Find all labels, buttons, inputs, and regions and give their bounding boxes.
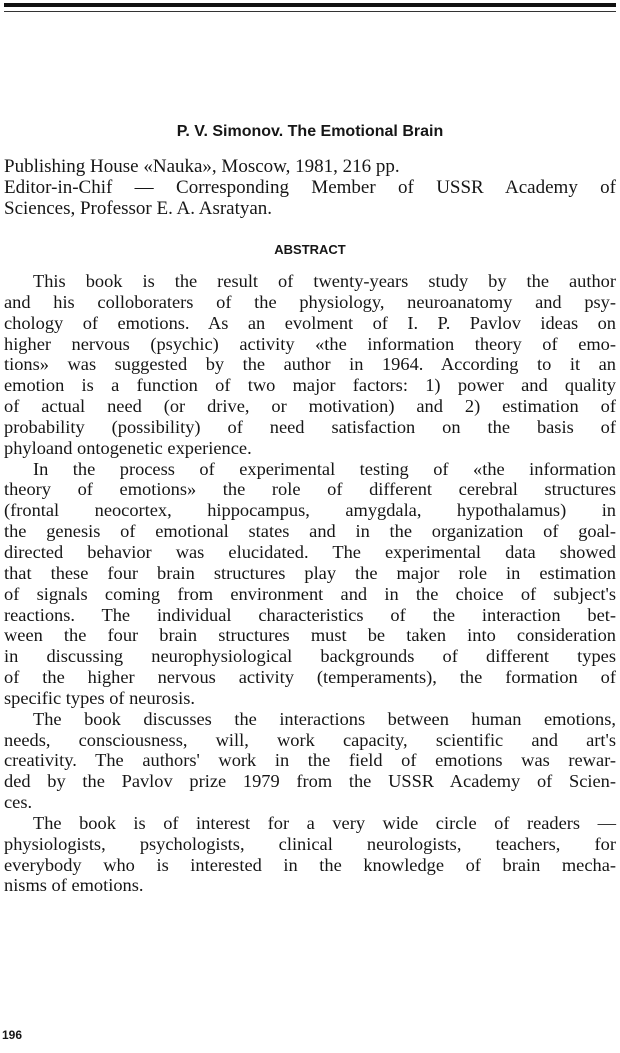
abstract-line: everybody who is interested in the knowledge of brain mecha- (4, 854, 616, 875)
editor-line-continued: Sciences, Professor E. A. Asratyan. (4, 198, 273, 219)
abstract-line: specific types of neurosis. (4, 687, 196, 708)
abstract-line: emotion is a function of two major factors: 1) power and quality (4, 375, 616, 396)
abstract-body (4, 271, 616, 896)
abstract-line: that these four brain structures play the major role in estimation (4, 562, 616, 583)
abstract-line: of the higher nervous activity (temperaments), the formation of (4, 667, 616, 688)
abstract-line: ces. (4, 792, 33, 813)
abstract-line: needs, consciousness, will, work capacity, scientific and art's (4, 729, 616, 750)
abstract-line: theory of emotions» the role of different cerebral structures (4, 479, 616, 500)
publisher-line: Publishing House «Nauka», Moscow, 1981, 216 pp. (4, 156, 400, 177)
abstract-line: nisms of emotions. (4, 875, 144, 896)
abstract-line: and his colloboraters of the physiology, neuroanatomy and psy- (4, 291, 616, 312)
top-rule-thick (4, 3, 616, 7)
abstract-heading: ABSTRACT (274, 242, 346, 257)
abstract-line: reactions. The individual characteristics of the interaction bet- (4, 604, 616, 625)
page-number: 196 (2, 1028, 23, 1042)
abstract-line: phyloand ontogenetic experience. (4, 437, 252, 458)
abstract-line: tions» was suggested by the author in 1964. According to it an (4, 354, 616, 375)
editor-line: Editor-in-Chif — Corresponding Member of USSR Academy of (4, 177, 616, 198)
abstract-line: of actual need (or drive, or motivation) and 2) estimation of (4, 396, 616, 417)
abstract-line: The book discusses the interactions between human emotions, (33, 708, 616, 729)
abstract-line: This book is the result of twenty-years study by the author (33, 271, 616, 291)
abstract-line: the genesis of emotional states and in the organization of goal- (4, 521, 616, 542)
abstract-line: In the process of experimental testing of «the information (33, 458, 616, 479)
abstract-line: creativity. The authors' work in the field of emotions was rewar- (4, 750, 616, 771)
abstract-line: higher nervous (psychic) activity «the information theory of emo- (4, 333, 616, 354)
abstract-line: chology of emotions. As an evolment of I. P. Pavlov ideas on (4, 312, 616, 333)
book-title: P. V. Simonov. The Emotional Brain (176, 123, 444, 140)
abstract-line: probability (possibility) of need satisfaction on the basis of (4, 416, 616, 437)
abstract-line: of signals coming from environment and in the choice of subject's (4, 583, 616, 604)
abstract-line: The book is of interest for a very wide circle of readers — (33, 812, 616, 833)
top-rule-thin (4, 11, 616, 12)
abstract-line: (frontal neocortex, hippocampus, amygdala, hypothalamus) in (4, 500, 616, 521)
abstract-line: directed behavior was elucidated. The experimental data showed (4, 541, 616, 562)
abstract-line: in discussing neurophysiological backgrounds of different types (4, 646, 616, 667)
abstract-line: ded by the Pavlov prize 1979 from the USSR Academy of Scien- (4, 771, 616, 792)
abstract-line: ween the four brain structures must be taken into consideration (4, 625, 616, 646)
abstract-line: physiologists, psychologists, clinical neurologists, teachers, for (4, 833, 616, 854)
